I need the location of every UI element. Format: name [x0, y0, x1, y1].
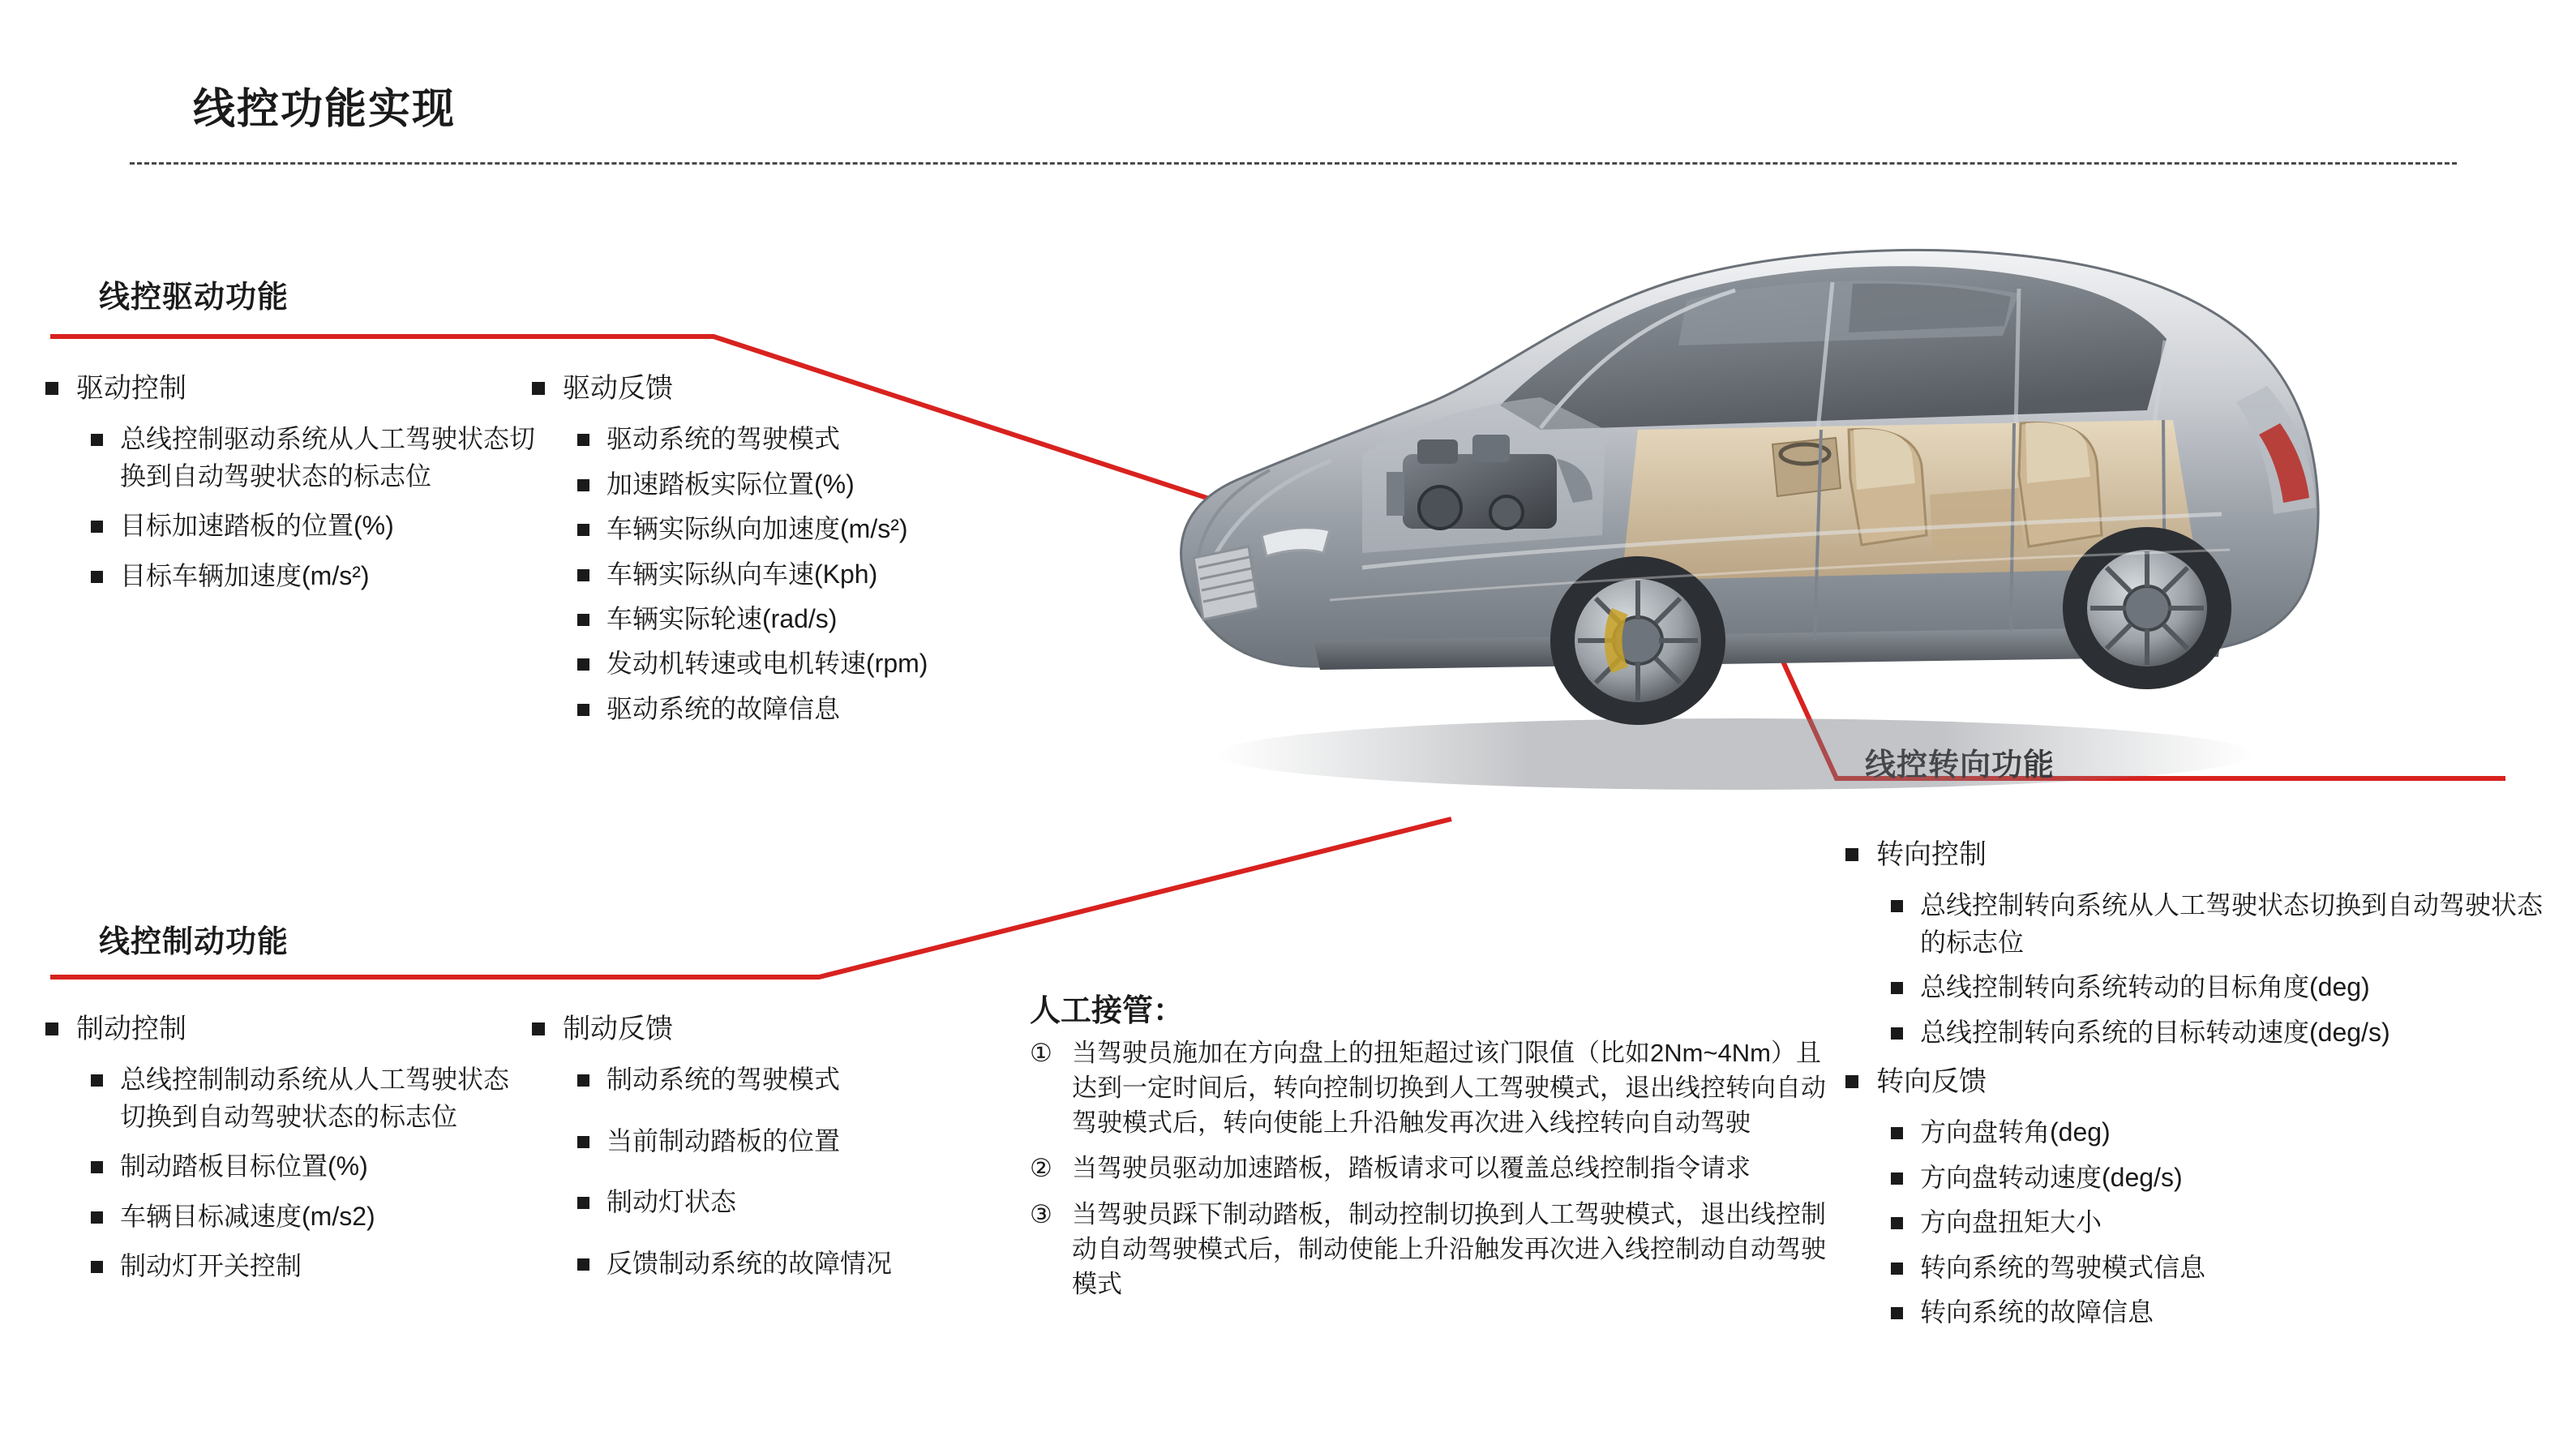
- list-item: 制动灯开关控制: [84, 1248, 527, 1284]
- list-item: 车辆实际轮速(rad/s): [571, 601, 1030, 637]
- list-item: 当前制动踏板的位置: [571, 1123, 1014, 1160]
- list-item: 目标加速踏板的位置(%): [84, 508, 551, 544]
- list-item: 转向系统的驾驶模式信息: [1884, 1250, 2554, 1286]
- list-item: 总线控制驱动系统从人工驾驶状态切换到自动驾驶状态的标志位: [84, 421, 551, 495]
- list-item: 制动踏板目标位置(%): [84, 1148, 527, 1185]
- brake-feedback-column: [527, 1010, 1014, 1306]
- list-item: 驱动系统的驾驶模式: [571, 421, 1030, 457]
- manual-takeover-block: [1030, 985, 1841, 1313]
- title-divider: [130, 162, 2457, 165]
- list-item: 总线控制制动系统从人工驾驶状态切换到自动驾驶状态的标志位: [84, 1061, 527, 1135]
- list-item: [1030, 1036, 1841, 1140]
- list-item: 转向控制: [1841, 835, 2554, 874]
- list-item: 反馈制动系统的故障情况: [571, 1245, 1014, 1282]
- section-heading-drive: 线控驱动功能: [99, 281, 289, 315]
- drive-control-column: [41, 369, 551, 607]
- list-item: 总线控制转向系统从人工驾驶状态切换到自动驾驶状态的标志位: [1884, 887, 2554, 961]
- brake-control-column: [41, 1010, 527, 1297]
- list-item: 制动控制: [41, 1010, 527, 1048]
- list-item-number: ②: [1030, 1154, 1052, 1183]
- drive-feedback-column: [527, 369, 1030, 735]
- list-item: 发动机转速或电机转速(rpm): [571, 645, 1030, 682]
- list-item: 转向反馈: [1841, 1062, 2554, 1101]
- list-item: 车辆实际纵向车速(Kph): [571, 556, 1030, 593]
- list-item: 总线控制转向系统转动的目标角度(deg): [1884, 969, 2554, 1005]
- list-item: [1030, 1198, 1841, 1301]
- list-item-text: 当驾驶员驱动加速踏板，踏板请求可以覆盖总线控制指令请求: [1072, 1154, 1751, 1183]
- list-item: 转向系统的故障信息: [1884, 1294, 2554, 1331]
- list-item-number: ①: [1030, 1039, 1052, 1067]
- page-title: 线控功能实现: [193, 86, 456, 133]
- list-item: 驱动反馈: [527, 369, 1030, 408]
- list-item: 加速踏板实际位置(%): [571, 466, 1030, 503]
- list-item: [1030, 1151, 1841, 1186]
- list-item: 制动系统的驾驶模式: [571, 1061, 1014, 1098]
- list-item-text: 当驾驶员踩下制动踏板，制动控制切换到人工驾驶模式，退出线控制动自动驾驶模式后，制动使能上升沿触发再次进入线控制动自动驾驶模式: [1072, 1200, 1826, 1298]
- car-cutaway-illustration: [1119, 186, 2351, 860]
- list-item: 方向盘转角(deg): [1884, 1114, 2554, 1151]
- list-item: 方向盘转动速度(deg/s): [1884, 1160, 2554, 1196]
- list-item: 目标车辆加速度(m/s²): [84, 558, 551, 594]
- list-item: 总线控制转向系统的目标转动速度(deg/s): [1884, 1014, 2554, 1051]
- list-item: 制动灯状态: [571, 1184, 1014, 1220]
- list-item-number: ③: [1030, 1200, 1052, 1229]
- list-item: 制动反馈: [527, 1010, 1014, 1048]
- list-item: 车辆实际纵向加速度(m/s²): [571, 511, 1030, 547]
- list-item: 车辆目标减速度(m/s2): [84, 1198, 527, 1235]
- manual-takeover-title: 人工接管：: [1030, 994, 1185, 1028]
- section-heading-brake: 线控制动功能: [99, 925, 289, 959]
- list-item: 驱动控制: [41, 369, 551, 408]
- steering-column: [1841, 835, 2554, 1339]
- list-item: 方向盘扭矩大小: [1884, 1204, 2554, 1241]
- list-item-text: 当驾驶员施加在方向盘上的扭矩超过该门限值（比如2Nm~4Nm）且达到一定时间后，转向控制切换到人工驾驶模式，退出线控转向自动驾驶模式后，转向使能上升沿触发再次进入线控转向自动驾驶: [1072, 1039, 1826, 1137]
- list-item: 驱动系统的故障信息: [571, 691, 1030, 727]
